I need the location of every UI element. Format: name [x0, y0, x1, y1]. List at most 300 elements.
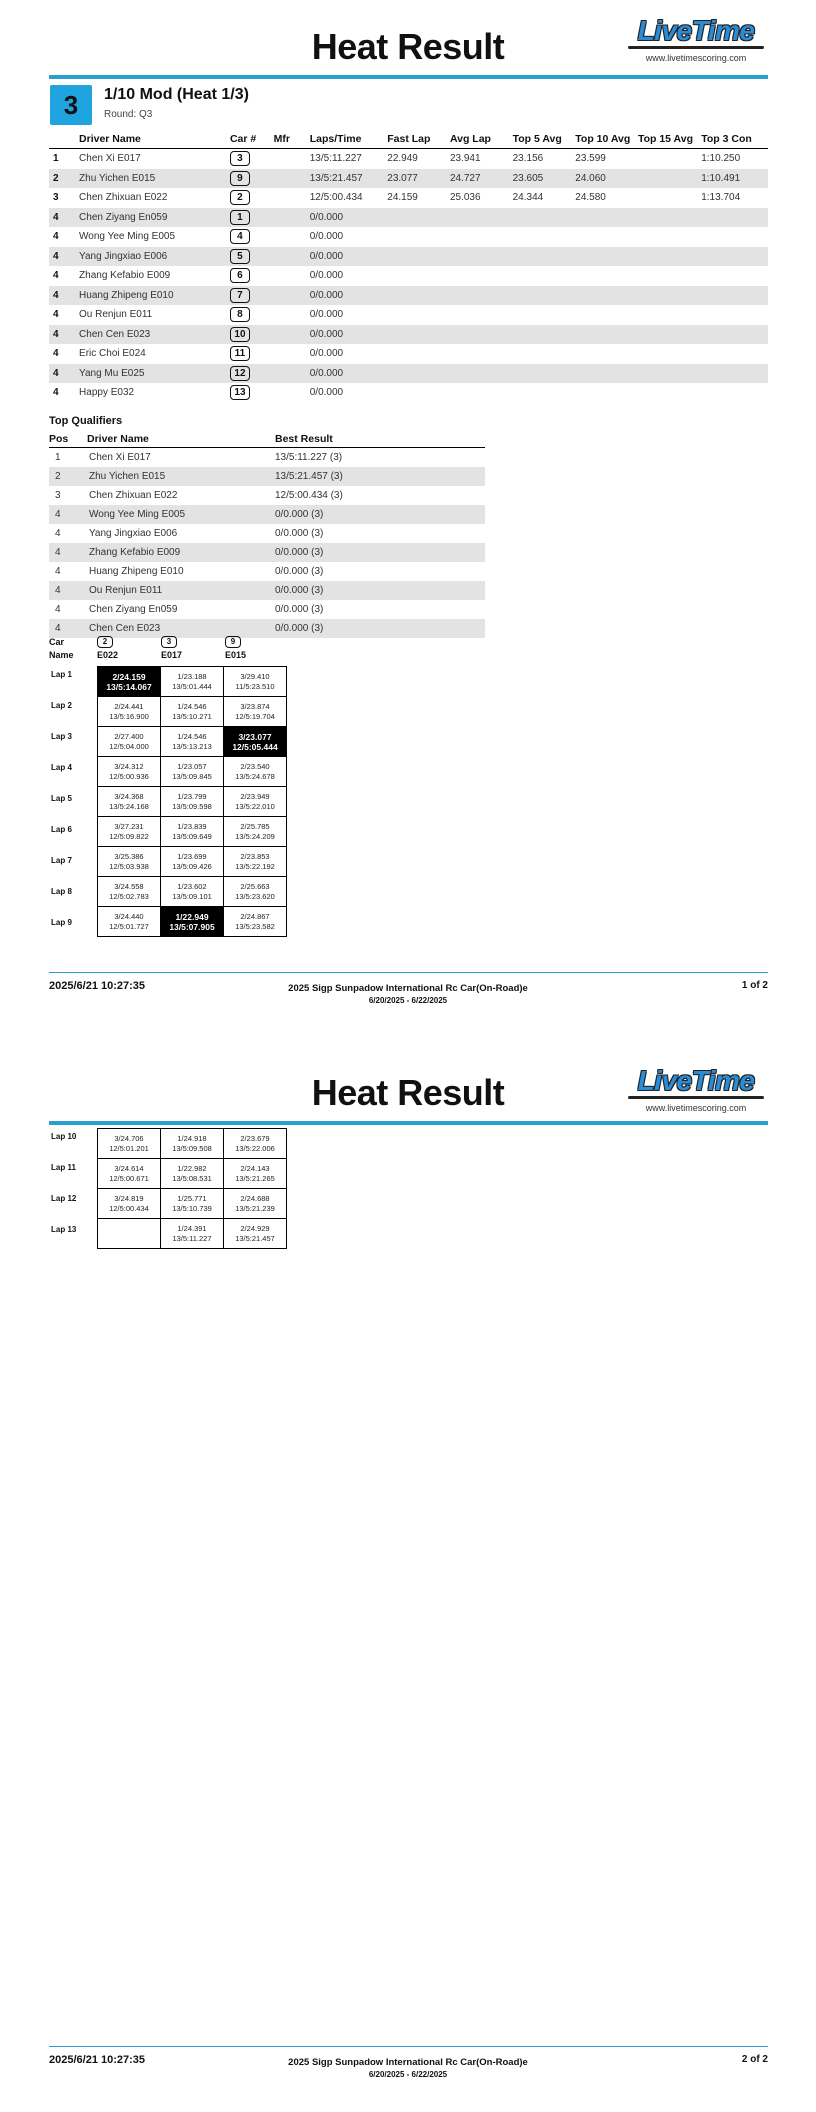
- lap-row: [98, 1129, 287, 1159]
- results-cell-avg: [446, 247, 509, 267]
- results-cell-avg: [446, 286, 509, 306]
- results-cell-car: [226, 286, 270, 306]
- lap-row: [98, 757, 287, 787]
- lap-cell: [98, 907, 161, 937]
- logo-swoosh: [628, 1096, 764, 1099]
- lap-total: 13/5:10.739: [172, 1203, 212, 1213]
- car-number-badge: 9: [225, 636, 241, 648]
- results-cell-top15: [634, 266, 697, 286]
- results-cell-top5: 23.156: [512, 153, 544, 165]
- results-cell-top15: [634, 286, 697, 306]
- lap-total: 12/5:01.201: [109, 1143, 149, 1153]
- results-cell-car: [226, 169, 270, 189]
- results-cell-pos: 4: [49, 208, 75, 228]
- lap-cell: [224, 757, 287, 787]
- lap-total: 13/5:01.444: [172, 681, 212, 691]
- qualifiers-cell-best: 0/0.000 (3): [275, 581, 485, 600]
- results-cell-top10: [571, 227, 634, 247]
- results-cell-top3: 1:10.250: [701, 153, 741, 165]
- results-cell-laps: 0/0.000: [309, 231, 344, 243]
- lap-cell: [98, 817, 161, 847]
- lap-total: 13/5:07.905: [169, 921, 215, 932]
- lap-cell: [161, 1129, 224, 1159]
- qualifiers-cell-driver: Zhu Yichen E015: [87, 467, 275, 486]
- lap-cell: [161, 1159, 224, 1189]
- lap-cell: [224, 907, 287, 937]
- results-cell-car: [226, 149, 270, 169]
- results-cell-mfr: [270, 344, 306, 364]
- heat-title: 1/10 Mod (Heat 1/3): [104, 86, 249, 103]
- logo-swoosh: [628, 46, 764, 49]
- results-cell-fast: [383, 227, 446, 247]
- lap-label: Lap 12: [51, 1194, 77, 1203]
- qualifiers-cell-pos: 3: [55, 490, 61, 501]
- car-number-badge: 11: [230, 346, 250, 361]
- qualifiers-row: [49, 486, 485, 505]
- lap-total: 12/5:00.434: [109, 1203, 149, 1213]
- livetime-logo: [624, 1066, 768, 1113]
- lap-position-time: 1/23.057: [177, 761, 207, 771]
- lap-position-time: 3/24.558: [114, 881, 144, 891]
- lap-cell: [161, 757, 224, 787]
- results-cell-laps: 13/5:21.457: [306, 169, 384, 189]
- logo-url: www.livetimescoring.com: [645, 53, 747, 63]
- lap-position-time: 1/23.799: [177, 791, 207, 801]
- lap-total: 12/5:00.936: [109, 771, 149, 781]
- qualifiers-row: [49, 505, 485, 524]
- results-cell-top5: [509, 286, 572, 306]
- lap-position-time: 2/24.929: [240, 1223, 270, 1233]
- qualifiers-cell-driver: Chen Cen E023: [87, 619, 275, 638]
- qualifiers-row: [49, 524, 485, 543]
- results-cell-fast: [383, 208, 446, 228]
- lap-total: 13/5:21.239: [235, 1203, 275, 1213]
- lap-row: [98, 697, 287, 727]
- results-cell-top3: [697, 208, 768, 228]
- results-cell-top5: 24.344: [512, 192, 544, 204]
- results-cell-mfr: [270, 227, 306, 247]
- results-cell-laps: 0/0.000: [309, 348, 344, 360]
- qualifiers-cell-pos: 4: [49, 505, 87, 524]
- lap-position-time: 1/22.949: [175, 911, 209, 922]
- results-cell-pos: 4: [49, 325, 75, 345]
- car-number-badge: 9: [230, 171, 250, 186]
- results-column-header: Driver Name: [75, 130, 226, 149]
- lap-label: Lap 7: [51, 856, 72, 865]
- lap-total: 13/5:21.457: [235, 1233, 275, 1243]
- results-cell-fast: 22.949: [387, 153, 418, 165]
- lap-cell: [224, 727, 287, 757]
- lap-position-time: 2/24.143: [240, 1163, 270, 1173]
- footer-event: 2025 Sigp Sunpadow International Rc Car(On-Road)e: [288, 983, 528, 994]
- results-cell-car: [226, 188, 270, 208]
- results-cell-top3: [697, 266, 768, 286]
- lap-position-time: 3/29.410: [240, 671, 270, 681]
- footer-page-number: 2 of 2: [741, 2054, 768, 2065]
- lap-total: 13/5:09.845: [172, 771, 212, 781]
- lap-total: 13/5:09.101: [172, 891, 212, 901]
- results-cell-avg: [446, 364, 509, 384]
- lap-cell: [224, 877, 287, 907]
- results-cell-car: [226, 305, 270, 325]
- results-row: [49, 286, 768, 306]
- results-cell-avg: [446, 325, 509, 345]
- qualifiers-row: [49, 581, 485, 600]
- results-cell-top15: [634, 227, 697, 247]
- lap-cell: [98, 1159, 161, 1189]
- lap-total: 13/5:14.067: [106, 681, 152, 692]
- lap-cell: [98, 877, 161, 907]
- footer-page-number: 1 of 2: [741, 980, 768, 991]
- lap-position-time: 2/23.949: [240, 791, 270, 801]
- lap-cell: [98, 1189, 161, 1219]
- results-cell-pos: 4: [49, 286, 75, 306]
- results-cell-fast: 23.077: [383, 169, 446, 189]
- car-number-badge: 10: [230, 327, 250, 342]
- car-number-badge: 2: [97, 636, 113, 648]
- lap-total: 13/5:22.010: [235, 801, 275, 811]
- results-cell-fast: [383, 325, 446, 345]
- lap-cell: [224, 1189, 287, 1219]
- results-cell-mfr: [270, 305, 306, 325]
- lap-grid: [97, 1128, 287, 1249]
- results-cell-mfr: [270, 364, 306, 384]
- lap-total: 12/5:03.938: [109, 861, 149, 871]
- results-cell-mfr: [270, 247, 306, 267]
- lap-cell: [98, 1219, 161, 1249]
- lap-total: 13/5:16.900: [109, 711, 149, 721]
- results-cell-driver: Happy E032: [79, 387, 135, 399]
- header-divider: [49, 75, 768, 79]
- results-cell-pos: 1: [53, 153, 59, 165]
- results-cell-driver: Eric Choi E024: [79, 348, 146, 360]
- lap-position-time: 2/23.679: [240, 1133, 270, 1143]
- qualifiers-cell-driver: Wong Yee Ming E005: [87, 505, 275, 524]
- results-row: [49, 169, 768, 189]
- results-header-row: [49, 130, 768, 149]
- footer-datetime: 2025/6/21 10:27:35: [49, 2054, 146, 2066]
- results-cell-fast: [383, 364, 446, 384]
- lap-label: Lap 8: [51, 887, 72, 896]
- results-cell-top15: [634, 247, 697, 267]
- results-cell-top3: 1:13.704: [701, 192, 741, 204]
- car-number-badge: 1: [230, 210, 250, 225]
- results-cell-car: [226, 364, 270, 384]
- car-number-badge: 6: [230, 268, 250, 283]
- heat-round: Round: Q3: [104, 109, 153, 120]
- results-cell-top10: [571, 266, 634, 286]
- results-cell-pos: 4: [49, 364, 75, 384]
- lap-name-label: Name: [49, 650, 74, 660]
- results-cell-top10: 24.060: [571, 169, 634, 189]
- results-cell-top15: [634, 364, 697, 384]
- results-cell-fast: 24.159: [387, 192, 418, 204]
- results-cell-pos: 2: [49, 169, 75, 189]
- lap-position-time: 1/23.699: [177, 851, 207, 861]
- lap-cell: [161, 817, 224, 847]
- results-cell-top5: [509, 208, 572, 228]
- results-cell-fast: [383, 286, 446, 306]
- lap-total: 12/5:04.000: [109, 741, 149, 751]
- lap-position-time: 3/25.386: [114, 851, 144, 861]
- lap-row: [98, 877, 287, 907]
- results-cell-driver: Chen Xi E017: [79, 153, 141, 165]
- lap-row: [98, 847, 287, 877]
- results-cell-top5: [509, 364, 572, 384]
- lap-total: 12/5:00.671: [109, 1173, 149, 1183]
- results-cell-driver: Huang Zhipeng E010: [75, 286, 226, 306]
- lap-label: Lap 6: [51, 825, 72, 834]
- results-cell-laps: 0/0.000: [306, 247, 384, 267]
- lap-total: 13/5:22.192: [235, 861, 275, 871]
- qualifiers-column-header: Best Result: [275, 430, 485, 448]
- lap-car-label: Car: [49, 637, 65, 647]
- results-cell-laps: 0/0.000: [306, 208, 384, 228]
- results-cell-mfr: [270, 149, 306, 169]
- lap-chart-page-2: [49, 1128, 349, 1268]
- heat-number-badge: 3: [50, 85, 92, 125]
- results-cell-driver: Chen Ziyang En059: [75, 208, 226, 228]
- results-cell-mfr: [270, 188, 306, 208]
- results-body: [49, 149, 768, 403]
- lap-cell: [98, 1129, 161, 1159]
- qualifiers-cell-best: 0/0.000 (3): [275, 528, 324, 539]
- lap-position-time: 2/23.853: [240, 851, 270, 861]
- qualifiers-cell-driver: Chen Xi E017: [89, 452, 151, 463]
- results-column-header: Mfr: [270, 130, 306, 149]
- page-title: Heat Result: [311, 26, 505, 67]
- car-number-badge: 12: [230, 366, 250, 381]
- results-cell-driver: Chen Cen E023: [75, 325, 226, 345]
- logo-url: www.livetimescoring.com: [645, 1103, 747, 1113]
- qualifiers-row: [49, 467, 485, 486]
- results-cell-car: [226, 247, 270, 267]
- footer-event: 2025 Sigp Sunpadow International Rc Car(On-Road)e: [288, 2057, 528, 2068]
- footer-datetime: 2025/6/21 10:27:35: [49, 980, 146, 992]
- results-cell-driver: Wong Yee Ming E005: [79, 231, 176, 243]
- lap-position-time: 1/23.188: [177, 671, 207, 681]
- results-row: [49, 188, 768, 208]
- lap-total: 13/5:24.678: [235, 771, 275, 781]
- results-cell-top15: [634, 169, 697, 189]
- lap-position-time: 3/24.819: [114, 1193, 144, 1203]
- lap-driver-code: E015: [225, 650, 247, 660]
- results-cell-top3: [697, 344, 768, 364]
- results-cell-avg: 23.941: [449, 153, 481, 165]
- qualifiers-column-header: Pos: [49, 430, 87, 448]
- results-cell-top15: [634, 149, 697, 169]
- results-cell-mfr: [270, 286, 306, 306]
- lap-position-time: 3/24.706: [114, 1133, 144, 1143]
- results-cell-laps: 0/0.000: [306, 325, 384, 345]
- results-cell-avg: 24.727: [446, 169, 509, 189]
- lap-row: [98, 667, 287, 697]
- qualifiers-row: [49, 543, 485, 562]
- results-cell-top10: 24.580: [575, 192, 606, 204]
- lap-cell: [161, 697, 224, 727]
- results-cell-avg: [446, 266, 509, 286]
- lap-position-time: 1/23.602: [177, 881, 207, 891]
- lap-total: 12/5:09.822: [109, 831, 149, 841]
- lap-position-time: 1/24.918: [177, 1133, 207, 1143]
- qualifiers-column-header: Driver Name: [87, 430, 275, 448]
- qualifiers-cell-driver: Huang Zhipeng E010: [89, 566, 184, 577]
- results-cell-car: [226, 325, 270, 345]
- lap-position-time: 2/24.441: [114, 701, 144, 711]
- lap-total: 12/5:02.783: [109, 891, 149, 901]
- lap-position-time: 1/24.391: [177, 1223, 207, 1233]
- results-cell-laps: 0/0.000: [306, 364, 384, 384]
- lap-label: Lap 10: [51, 1132, 77, 1141]
- lap-position-time: 2/25.785: [240, 821, 270, 831]
- qualifiers-cell-best: 13/5:11.227 (3): [275, 452, 343, 463]
- lap-position-time: 1/25.771: [177, 1193, 207, 1203]
- results-cell-top10: [571, 364, 634, 384]
- results-cell-top3: [697, 247, 768, 267]
- lap-row: [98, 907, 287, 937]
- footer-range: 6/20/2025 - 6/22/2025: [368, 996, 448, 1005]
- lap-total: 13/5:22.006: [235, 1143, 275, 1153]
- lap-total: 13/5:24.209: [235, 831, 275, 841]
- qualifiers-cell-pos: 4: [55, 528, 61, 539]
- qualifiers-header-row: [49, 430, 485, 448]
- results-row: [49, 344, 768, 364]
- lap-total: 13/5:09.426: [172, 861, 212, 871]
- qualifiers-cell-pos: 4: [49, 543, 87, 562]
- results-cell-mfr: [270, 325, 306, 345]
- car-number-badge: 3: [230, 151, 250, 166]
- lap-total: 12/5:05.444: [232, 741, 278, 752]
- results-cell-mfr: [270, 266, 306, 286]
- results-cell-top3: 1:10.491: [697, 169, 768, 189]
- lap-cell: [161, 667, 224, 697]
- lap-position-time: 1/23.839: [177, 821, 207, 831]
- lap-label: Lap 2: [51, 701, 72, 710]
- car-number-badge: 8: [230, 307, 250, 322]
- results-cell-top3: [697, 305, 768, 325]
- lap-row: [98, 727, 287, 757]
- results-cell-top3: [697, 286, 768, 306]
- lap-total: 12/5:19.704: [235, 711, 275, 721]
- results-cell-top3: [697, 383, 768, 403]
- lap-total: 13/5:09.598: [172, 801, 212, 811]
- results-cell-avg: [446, 344, 509, 364]
- results-cell-avg: [446, 227, 509, 247]
- lap-position-time: 3/24.312: [114, 761, 144, 771]
- results-column-header: [49, 130, 75, 149]
- results-cell-top10: [571, 325, 634, 345]
- lap-cell: [224, 667, 287, 697]
- lap-position-time: 2/24.867: [240, 911, 270, 921]
- qualifiers-cell-pos: 1: [55, 452, 61, 463]
- results-cell-top10: [571, 247, 634, 267]
- qualifiers-cell-best: 0/0.000 (3): [275, 543, 485, 562]
- footer-divider: [49, 972, 768, 973]
- lap-total: 13/5:24.168: [109, 801, 149, 811]
- results-row: [49, 227, 768, 247]
- results-row: [49, 266, 768, 286]
- lap-total: 11/5:23.510: [235, 681, 275, 691]
- car-number-badge: 2: [230, 190, 250, 205]
- lap-total: 13/5:09.508: [172, 1143, 212, 1153]
- lap-position-time: 3/23.077: [238, 731, 272, 742]
- results-row: [49, 325, 768, 345]
- results-row: [49, 208, 768, 228]
- results-cell-driver: Chen Zhixuan E022: [79, 192, 168, 204]
- car-number-badge: 13: [230, 385, 250, 400]
- results-cell-laps: 13/5:11.227: [309, 153, 362, 165]
- qualifiers-cell-driver: Zhang Kefabio E009: [87, 543, 275, 562]
- lap-row: [98, 817, 287, 847]
- lap-position-time: 1/24.546: [177, 731, 207, 741]
- lap-cell: [161, 1219, 224, 1249]
- results-column-header: Top 5 Avg: [509, 130, 572, 149]
- results-cell-top3: [697, 227, 768, 247]
- results-cell-top15: [634, 383, 697, 403]
- results-cell-fast: [383, 305, 446, 325]
- qualifiers-cell-pos: 4: [49, 619, 87, 638]
- qualifiers-cell-driver: Ou Renjun E011: [87, 581, 275, 600]
- results-row: [49, 247, 768, 267]
- results-cell-laps: 0/0.000: [306, 286, 384, 306]
- lap-label: Lap 11: [51, 1163, 76, 1172]
- lap-position-time: 3/24.614: [114, 1163, 144, 1173]
- lap-label: Lap 9: [51, 918, 72, 927]
- page-title: Heat Result: [311, 1072, 505, 1113]
- results-column-header: Avg Lap: [446, 130, 509, 149]
- results-column-header: Top 3 Con: [697, 130, 768, 149]
- lap-label: Lap 4: [51, 763, 72, 772]
- lap-position-time: 2/25.663: [240, 881, 270, 891]
- lap-column-header: [161, 636, 225, 660]
- results-cell-top10: [571, 383, 634, 403]
- lap-position-time: 2/24.688: [240, 1193, 270, 1203]
- results-cell-car: [226, 344, 270, 364]
- lap-position-time: 3/24.368: [114, 791, 144, 801]
- results-column-header: Top 10 Avg: [571, 130, 634, 149]
- results-cell-laps: 0/0.000: [309, 387, 344, 399]
- results-column-header: Laps/Time: [306, 130, 384, 149]
- results-cell-pos: 3: [53, 192, 59, 204]
- lap-cell: [161, 787, 224, 817]
- header-divider: [49, 1121, 768, 1125]
- results-cell-fast: [383, 266, 446, 286]
- livetime-logo: [624, 16, 768, 63]
- results-cell-car: [226, 208, 270, 228]
- lap-total: 13/5:23.620: [235, 891, 275, 901]
- qualifiers-cell-pos: 2: [49, 467, 87, 486]
- results-cell-pos: 4: [53, 387, 59, 399]
- results-cell-top15: [634, 344, 697, 364]
- qualifiers-cell-driver: Chen Ziyang En059: [89, 604, 178, 615]
- qualifiers-cell-driver: Chen Zhixuan E022: [89, 490, 178, 501]
- lap-cell: [161, 727, 224, 757]
- lap-cell: [98, 787, 161, 817]
- lap-position-time: 3/24.440: [114, 911, 144, 921]
- lap-total: 13/5:21.265: [235, 1173, 275, 1183]
- results-cell-fast: [383, 247, 446, 267]
- results-cell-pos: 4: [53, 270, 59, 282]
- lap-total: 13/5:13.213: [172, 741, 212, 751]
- results-column-header: Car #: [226, 130, 270, 149]
- car-number-badge: 4: [230, 229, 250, 244]
- lap-cell: [224, 847, 287, 877]
- lap-position-time: 1/22.982: [177, 1163, 207, 1173]
- qualifiers-cell-best: 0/0.000 (3): [275, 619, 485, 638]
- results-cell-fast: [383, 344, 446, 364]
- lap-row: [98, 1189, 287, 1219]
- lap-row: [98, 1159, 287, 1189]
